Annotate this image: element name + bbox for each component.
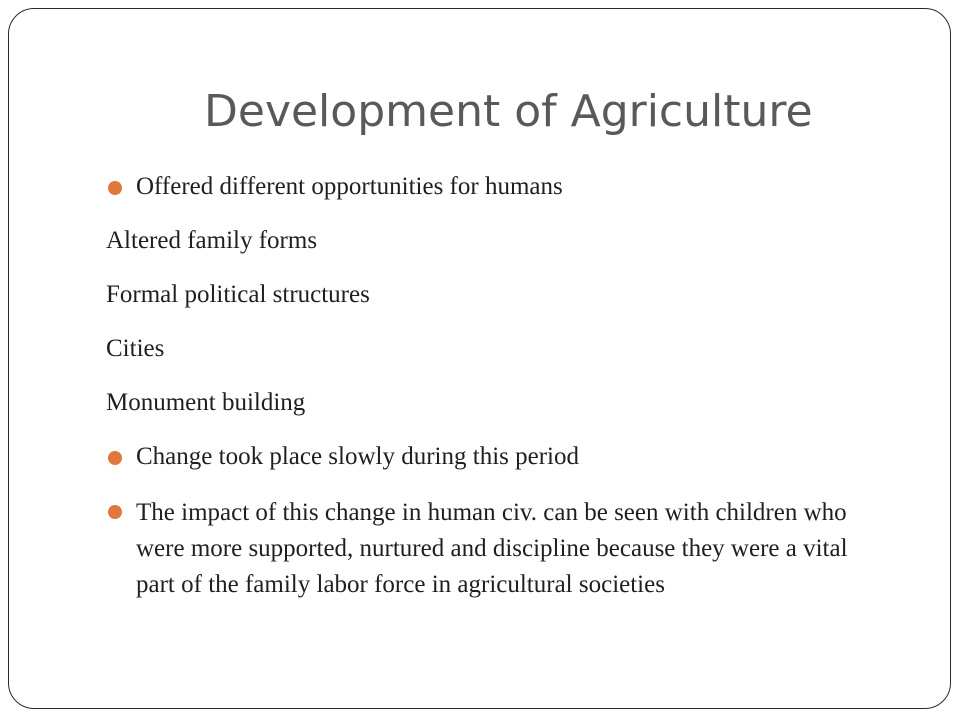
list-item bbox=[106, 376, 866, 430]
item-text: Altered family forms bbox=[106, 227, 318, 254]
item-text: Monument building bbox=[106, 389, 306, 416]
slide-title: Development of Agriculture bbox=[204, 86, 813, 137]
list-item bbox=[106, 322, 866, 376]
bullet-item bbox=[106, 160, 866, 214]
item-text: Cities bbox=[106, 335, 165, 362]
bullet-dot-icon bbox=[108, 505, 122, 519]
slide-body bbox=[106, 160, 866, 610]
bullet-dot-icon bbox=[108, 451, 122, 465]
list-item bbox=[106, 214, 866, 268]
item-text: Formal political structures bbox=[106, 281, 370, 308]
bullet-text: The impact of this change in human civ. can be seen with children who were more supported, nurtured and discipline because they were a vital part of the family labor force in agricultural societies bbox=[136, 499, 848, 598]
bullet-dot-icon bbox=[108, 181, 122, 195]
bullet-text: Offered different opportunities for humans bbox=[136, 173, 563, 200]
list-item bbox=[106, 268, 866, 322]
bullet-item bbox=[106, 430, 866, 484]
bullet-text: Change took place slowly during this period bbox=[136, 443, 579, 470]
bullet-item bbox=[106, 484, 866, 610]
